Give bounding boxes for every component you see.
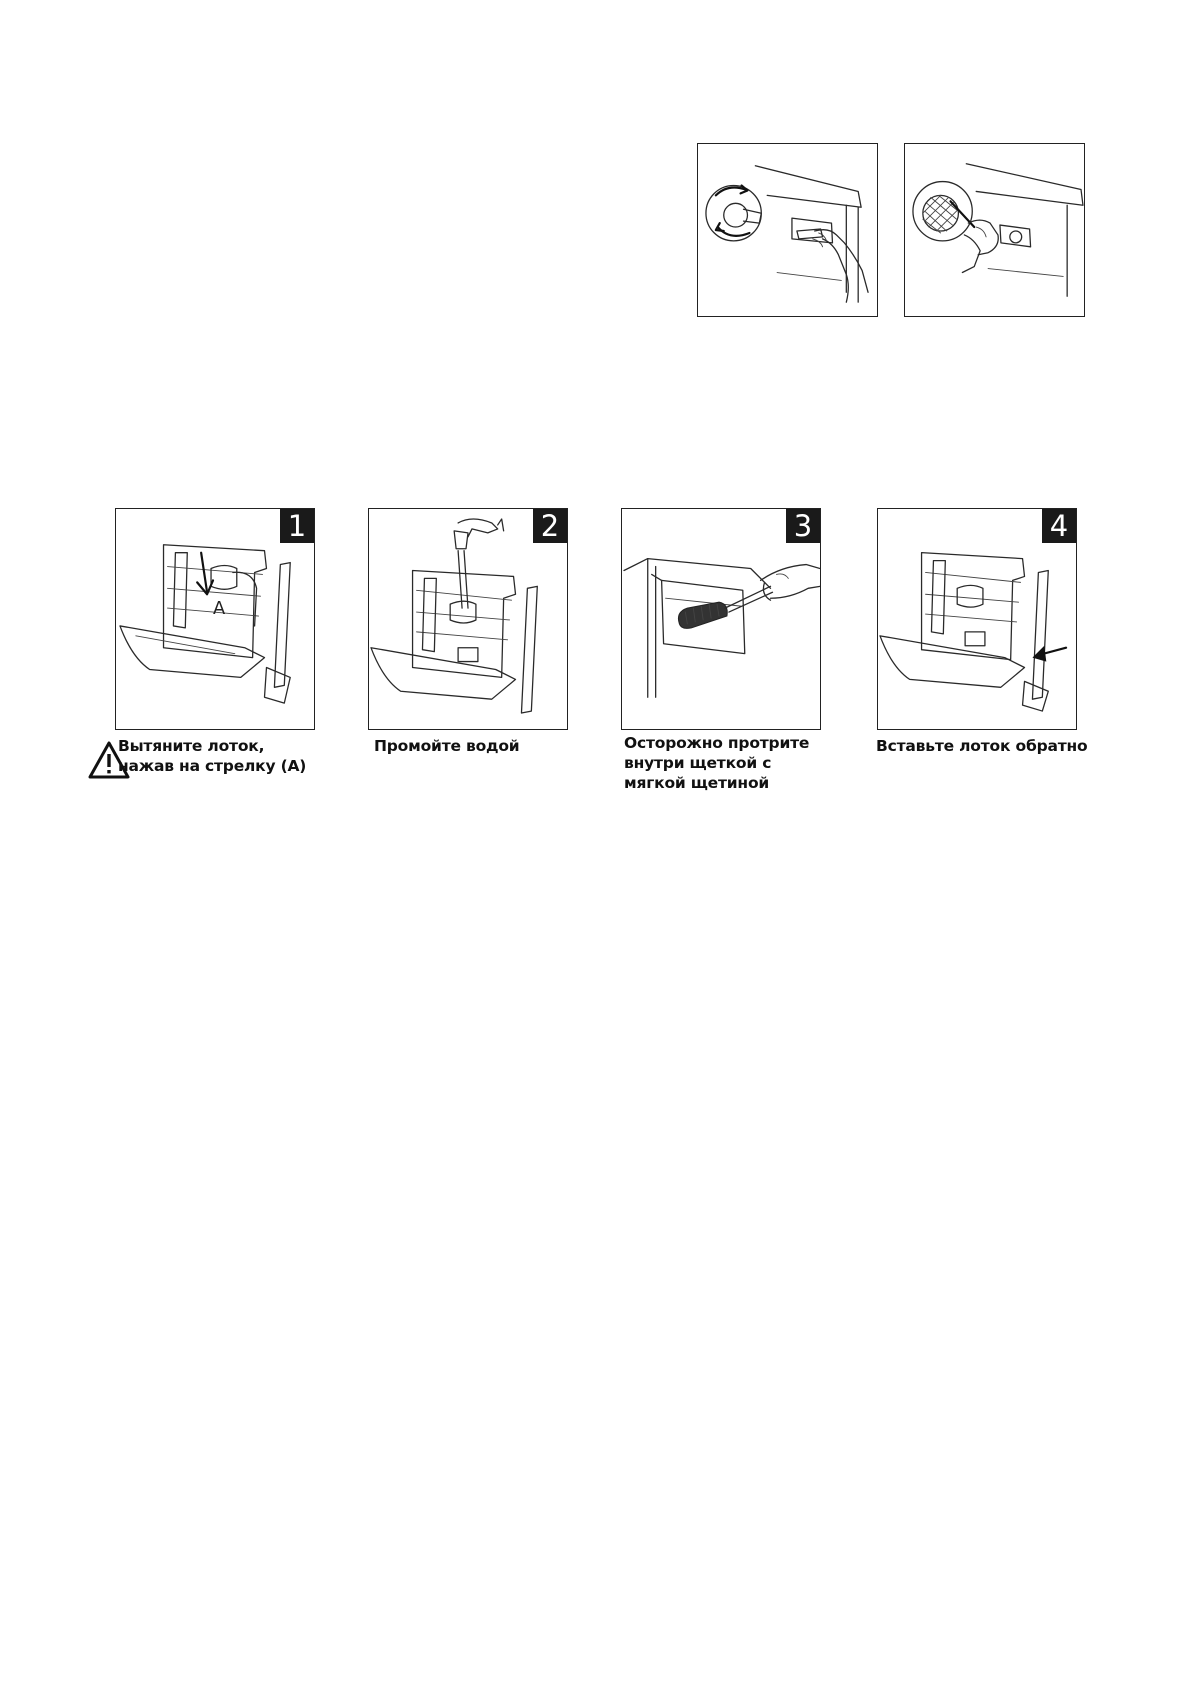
- step-1-figure: [115, 508, 315, 730]
- step-4-figure: [877, 508, 1077, 730]
- step-3-caption-line-3: мягкой щетиной: [624, 774, 770, 792]
- step-3-caption: [624, 733, 809, 793]
- step-3-caption-line-2: внутри щеткой с: [624, 754, 772, 772]
- step-4-caption: [876, 736, 1087, 756]
- step-1-caption-line-2: нажав на стрелку (А): [118, 757, 307, 775]
- step-number-badge: 3: [786, 509, 820, 543]
- filter-unscrew-illustration: [698, 144, 877, 316]
- step-2-caption: [374, 736, 519, 756]
- filter-unscrew-figure: [697, 143, 878, 317]
- step-2-figure: [368, 508, 568, 730]
- step-2-caption-line-1: Промойте водой: [374, 737, 520, 755]
- filter-clean-figure: [904, 143, 1085, 317]
- step-1-caption-line-1: Вытяните лоток,: [118, 737, 265, 755]
- filter-clean-illustration: [905, 144, 1084, 316]
- step-1-caption: [118, 736, 306, 776]
- step-3-figure: [621, 508, 821, 730]
- step-number-badge: 1: [280, 509, 314, 543]
- step-number-badge: 4: [1042, 509, 1076, 543]
- step-4-caption-line-1: Вставьте лоток обратно: [876, 737, 1088, 755]
- step-3-caption-line-1: Осторожно протрите: [624, 734, 810, 752]
- step-number-badge: 2: [533, 509, 567, 543]
- callout-letter-a: A: [213, 598, 226, 620]
